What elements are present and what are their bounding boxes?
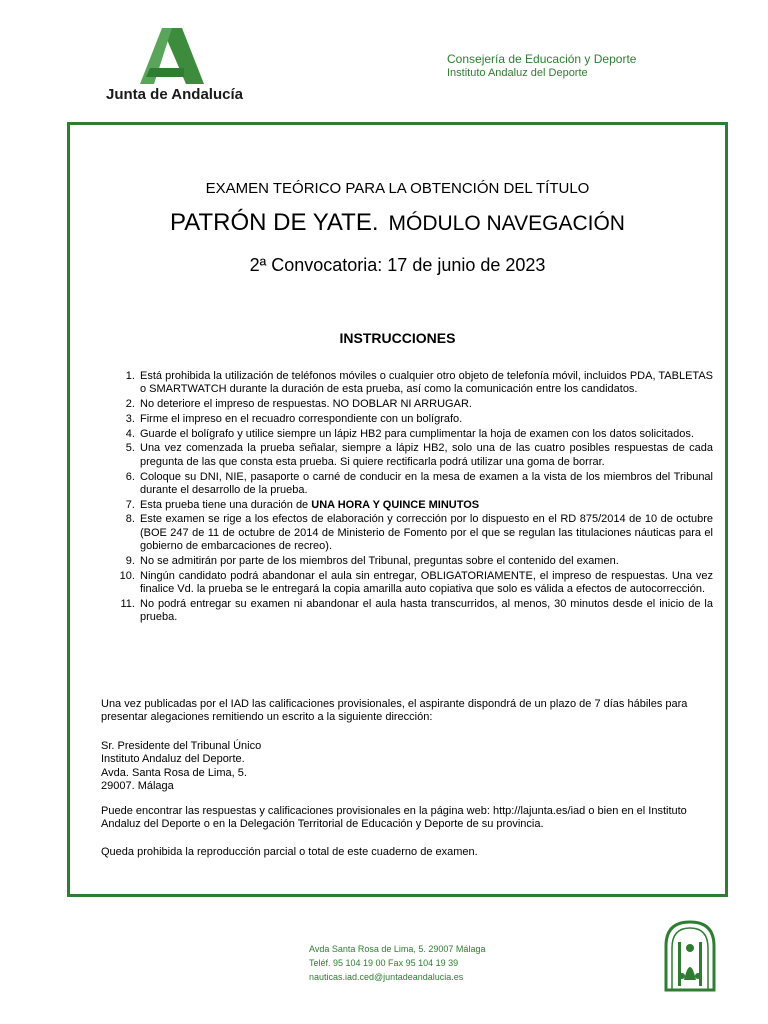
instruction-item: 5. Una vez comenzada la prueba señalar, siempre a lápiz HB2, solo una de las cuatro posibles respuestas de cada pregunta de las que consta esta prueba. Si quiere rectificarla podrá utilizar una goma de borrar.: [138, 442, 713, 469]
exam-title-main: [70, 209, 725, 237]
exam-frame: [67, 122, 728, 897]
instruction-item: 3. Firme el impreso en el recuadro correspondiente con un bolígrafo.: [138, 413, 713, 426]
footer-address: Avda Santa Rosa de Lima, 5. 29007 Málaga: [309, 944, 486, 954]
address-line: Sr. Presidente del Tribunal Único: [101, 740, 262, 752]
junta-a-icon: [140, 28, 204, 84]
address-line: 29007. Málaga: [101, 779, 174, 792]
instruction-item: 6. Coloque su DNI, NIE, pasaporte o carné de conducir en la mesa de examen a la vista de los miembros del Tribunal durante el desarrollo de la prueba.: [138, 471, 713, 498]
instruction-item: 8. Este examen se rige a los efectos de elaboración y corrección por lo dispuesto en el RD 875/2014 de 10 de octubre (BOE 247 de 11 de octubre de 2014 de Ministerio de Fomento por el que se regulan las titulaciones náuticas para el gobierno de embarcaciones de recreo).: [138, 513, 713, 553]
instruction-item: 4. Guarde el bolígrafo y utilice siempre un lápiz HB2 para cumplimentar la hoja de examen con los datos solicitados.: [138, 428, 713, 441]
footer-phone: Teléf. 95 104 19 00 Fax 95 104 19 39: [309, 958, 459, 968]
title-module: MÓDULO NAVEGACIÓN: [388, 212, 625, 235]
footer-contact: [309, 942, 485, 984]
andalucia-seal-icon: [664, 920, 716, 992]
logo-text: Junta de Andalucía: [106, 86, 243, 103]
alegaciones-text: Una vez publicadas por el IAD las calificaciones provisionales, el aspirante dispondrá de un plazo de 7 días hábiles para presentar alegaciones remitiendo un escrito a la siguiente dirección:: [101, 698, 688, 724]
instruction-item: 1. Está prohibida la utilización de teléfonos móviles o cualquier otro objeto de telefonía móvil, incluidos PDA, TABLETAS o SMARTWATCH durante la duración de esta prueba, así como la comunicación entre los candidatos.: [138, 370, 713, 397]
dept-line2: Instituto Andaluz del Deporte: [447, 67, 588, 79]
duration-bold: UNA HORA Y QUINCE MINUTOS: [311, 498, 480, 511]
address-block: [101, 740, 703, 793]
web-text: Puede encontrar las respuestas y calificaciones provisionales en la página web: http://lajunta.es/iad o bien en el Instituto Andaluz del Deporte o en la Delegación Territorial de Educación y Deporte de su provincia.: [101, 805, 687, 831]
instruction-item: 2. No deteriore el impreso de respuestas. NO DOBLAR NI ARRUGAR.: [138, 398, 713, 411]
instruction-item: [138, 499, 713, 512]
instructions-heading: INSTRUCCIONES: [339, 330, 456, 346]
footer-email: nauticas.iad.ced@juntadeandalucia.es: [309, 972, 464, 982]
instruction-item: 10. Ningún candidato podrá abandonar el aula sin entregar, OBLIGATORIAMENTE, el impreso de respuestas. Una vez finalice Vd. la prueba se le entregará la copia amarilla auto copiativa que solo es válida a efectos de autocorrección.: [138, 570, 713, 597]
exam-title-line1: EXAMEN TEÓRICO PARA LA OBTENCIÓN DEL TÍTULO: [205, 180, 590, 197]
instruction-item: 9. No se admitirán por parte de los miembros del Tribunal, preguntas sobre el contenido del examen.: [138, 555, 713, 568]
title-patron: PATRÓN DE YATE.: [170, 209, 379, 236]
address-line: Avda. Santa Rosa de Lima, 5.: [101, 766, 247, 779]
junta-logo: [102, 28, 252, 104]
instructions-list: [105, 370, 713, 626]
prohibida-text: Queda prohibida la reproducción parcial o total de este cuaderno de examen.: [101, 846, 478, 858]
department-header: [447, 52, 636, 80]
instruction-item: 11. No podrá entregar su examen ni abandonar el aula hasta transcurridos, al menos, 30 minutos desde el inicio de la prueba.: [138, 598, 713, 625]
address-line: Instituto Andaluz del Deporte.: [101, 753, 245, 766]
instruction-item-text: Esta prueba tiene una duración de: [140, 498, 312, 511]
dept-line1: Consejería de Educación y Deporte: [447, 52, 637, 66]
convocatoria: 2ª Convocatoria: 17 de junio de 2023: [249, 255, 546, 275]
